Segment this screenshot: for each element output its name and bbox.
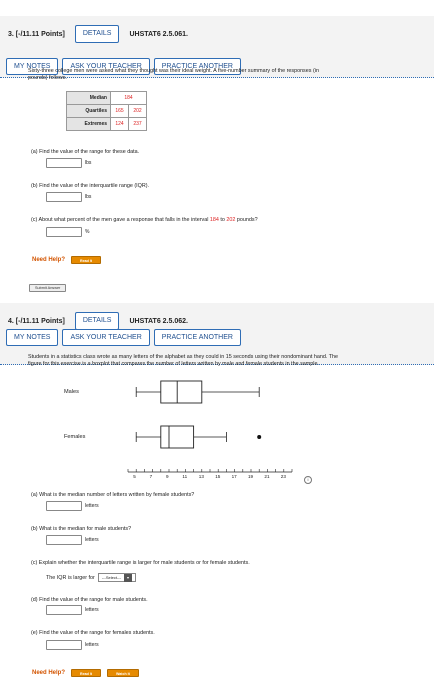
q4-e-unit: letters <box>85 642 99 648</box>
q4-intro-line1: Students in a statistics class wrote as many letters of the alphabet as they could in 15 seconds using their nondominant hand. The <box>28 354 339 360</box>
q4-part-d-answer <box>46 605 99 615</box>
q4-details-button[interactable]: DETAILS <box>75 312 120 330</box>
x-tick-label-19: 19 <box>248 474 254 479</box>
q4-c-prompt: The IQR is larger for <box>46 574 95 581</box>
q3-c-mid: to <box>218 217 227 223</box>
q4-part-a-text: (a) What is the median number of letters written by female students? <box>31 492 195 498</box>
q3-a-unit: lbs <box>85 160 92 166</box>
x-tick-label-9: 9 <box>166 474 169 479</box>
quartiles-label: Quartiles <box>67 105 111 118</box>
q3-read-it-button[interactable]: Read It <box>71 256 101 264</box>
q4-part-d-text: (d) Find the value of the range for male students. <box>31 597 148 603</box>
info-icon[interactable]: i <box>304 476 312 484</box>
q3-c-unit: % <box>85 229 90 235</box>
q3-part-a-text: (a) Find the value of the range for these data. <box>31 149 140 155</box>
q4-part-a-answer <box>46 501 99 511</box>
males-box <box>161 381 202 403</box>
q4-part-b-text: (b) What is the median for male students? <box>31 526 132 532</box>
x-tick-label-13: 13 <box>198 474 204 479</box>
q4-my-notes-button[interactable]: MY NOTES <box>6 329 58 346</box>
q1-value: 165 <box>111 105 129 118</box>
boxplot-label-females: Females <box>64 434 86 440</box>
median-label: Median <box>67 92 111 105</box>
x-tick-label-5: 5 <box>133 474 136 479</box>
median-value: 184 <box>111 92 147 105</box>
q4-practice-another-button[interactable]: PRACTICE ANOTHER <box>154 329 241 346</box>
q4-b-answer-input[interactable] <box>46 535 82 545</box>
q4-d-unit: letters <box>85 607 99 613</box>
q3-code: UHSTAT6 2.5.061. <box>129 30 188 38</box>
q4-code: UHSTAT6 2.5.062. <box>129 317 188 325</box>
q3-a-answer-input[interactable] <box>46 158 82 168</box>
chevron-down-icon: ▾ <box>124 574 132 582</box>
q3-practice-another-button[interactable]: PRACTICE ANOTHER <box>154 58 241 75</box>
females-box <box>161 426 194 448</box>
q4-e-answer-input[interactable] <box>46 640 82 650</box>
q4-need-help-label: Need Help? <box>32 670 66 676</box>
q4-part-c-answer <box>46 573 136 582</box>
q4-a-unit: letters <box>85 503 99 509</box>
x-tick-label-15: 15 <box>215 474 221 479</box>
five-number-summary-table <box>66 91 147 131</box>
x-tick-label-17: 17 <box>231 474 237 479</box>
q4-d-answer-input[interactable] <box>46 605 82 615</box>
q3-intro-line1: Sixty-three college men were asked what they thought was their ideal weight. A five-number summary of the responses (in <box>28 68 319 74</box>
q4-c-select-dropdown[interactable] <box>98 573 136 582</box>
q3-b-unit: lbs <box>85 194 92 200</box>
q4-intro-line2: figure for this exercise is a boxplot that compares the number of letters written by male and female students in the sample. <box>28 361 319 367</box>
x-tick-label-23: 23 <box>280 474 286 479</box>
q4-read-it-button[interactable]: Read It <box>71 669 101 677</box>
q4-part-b-answer <box>46 535 99 545</box>
q4-b-unit: letters <box>85 537 99 543</box>
q4-need-help <box>32 669 139 677</box>
q3-b-answer-input[interactable] <box>46 192 82 202</box>
x-tick-label-7: 7 <box>149 474 153 479</box>
q3-c-low: 184 <box>209 217 219 223</box>
q3-c-answer-input[interactable] <box>46 227 82 237</box>
q3-number: 3. [-/11.11 Points] <box>8 30 65 38</box>
q4-c-select-value: ---Select--- <box>101 575 121 580</box>
q3-ask-teacher-button[interactable]: ASK YOUR TEACHER <box>62 58 149 75</box>
q3-part-c-text <box>31 217 258 223</box>
x-tick-label-21: 21 <box>264 474 270 479</box>
q3-part-b-text: (b) Find the value of the interquartile range (IQR). <box>31 183 150 189</box>
q3-intro <box>28 68 428 82</box>
min-value: 124 <box>111 118 129 131</box>
q3-details-button[interactable]: DETAILS <box>75 25 120 43</box>
females-outlier-0 <box>257 435 261 439</box>
q4-intro <box>28 354 428 368</box>
q3-c-high: 202 <box>226 217 236 223</box>
q3-value: 202 <box>129 105 147 118</box>
q4-part-e-answer <box>46 640 99 650</box>
q3-part-b-answer <box>46 192 91 202</box>
q4-watch-it-button[interactable]: Watch It <box>107 669 139 677</box>
extremes-label: Extremes <box>67 118 111 131</box>
q3-need-help <box>32 256 101 264</box>
q4-part-e-text: (e) Find the value of the range for females students. <box>31 630 155 636</box>
submit-answer-button[interactable]: Submit Answer <box>29 284 66 292</box>
q3-my-notes-button[interactable]: MY NOTES <box>6 58 58 75</box>
boxplot-chart <box>0 375 434 485</box>
q3-part-a-answer <box>46 158 91 168</box>
q4-part-c-text: (c) Explain whether the interquartile range is larger for male students or for female students. <box>31 560 250 566</box>
q4-a-answer-input[interactable] <box>46 501 82 511</box>
boxplot-label-males: Males <box>64 389 79 395</box>
x-tick-label-11: 11 <box>182 474 188 479</box>
q4-number: 4. [-/11.11 Points] <box>8 317 65 325</box>
q4-ask-teacher-button[interactable]: ASK YOUR TEACHER <box>62 329 149 346</box>
q3-part-c-answer <box>46 227 89 237</box>
q3-need-help-label: Need Help? <box>32 257 66 263</box>
q3-c-post: pounds? <box>235 217 258 223</box>
q3-c-pre: (c) About what percent of the men gave a response that falls in the interval <box>31 217 210 223</box>
q3-intro-line2: pounds) follows. <box>28 75 67 81</box>
max-value: 237 <box>129 118 147 131</box>
